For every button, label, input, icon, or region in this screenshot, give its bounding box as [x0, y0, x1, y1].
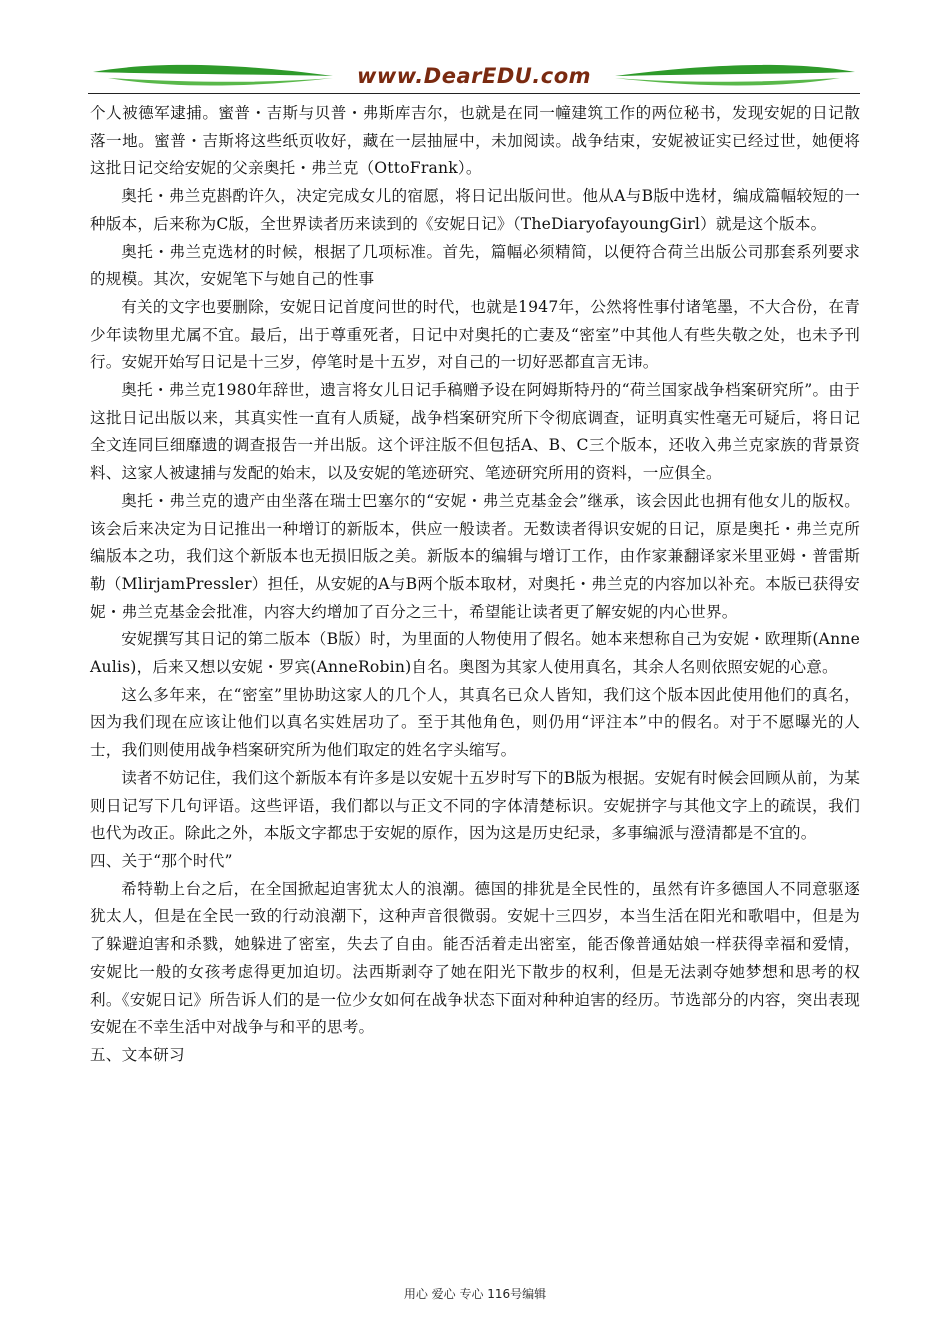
- body-paragraph: 奥托・弗兰克选材的时候，根据了几项标准。首先，篇幅必须精简，以便符合荷兰出版公司那套系列要求的规模。其次，安妮笔下与她自己的性事: [90, 242, 860, 289]
- body-paragraph: 奥托・弗兰克1980年辞世，遗言将女儿日记手稿赠予设在阿姆斯特丹的“荷兰国家战争档案研究所”。由于这批日记出版以来，其真实性一直有人质疑，战争档案研究所下令彻底调查，证明真实性毫无可疑后，将日记全文连同巨细靡遗的调查报告一并出版。这个评注版不但包括A、B、C三个版本，还收入弗兰克家族的背景资料、这家人被逮捕与发配的始末，以及安妮的笔迹研究、笔迹研究所用的资料，一应俱全。: [90, 381, 860, 483]
- body-paragraph: 读者不妨记住，我们这个新版本有许多是以安妮十五岁时写下的B版为根据。安妮有时候会回顾从前，为某则日记写下几句评语。这些评语，我们都以与正文不同的字体清楚标识。安妮拼字与其他文字上的疏误，我们也代为改正。除此之外，本版文字都忠于安妮的原作，因为这是历史纪录，多事编派与澄清都是不宜的。: [90, 768, 860, 843]
- body-paragraph: 奥托・弗兰克斟酌许久，决定完成女儿的宿愿，将日记出版问世。他从A与B版中选材，编成篇幅较短的一种版本，后来称为C版，全世界读者历来读到的《安妮日记》（TheDiaryofayoungGirl）就是这个版本。: [90, 187, 860, 233]
- header-divider: [88, 93, 860, 94]
- document-body: [90, 100, 860, 1070]
- body-paragraph: 奥托・弗兰克的遗产由坐落在瑞士巴塞尔的“安妮・弗兰克基金会”继承，该会因此也拥有他女儿的版权。该会后来决定为日记推出一种增订的新版本，供应一般读者。无数读者得识安妮的日记，原是奥托・弗兰克所编版本之功，我们这个新版本也无损旧版之美。新版本的编辑与增订工作，由作家兼翻译家米里亚姆・普雷斯勒（MlirjamPressler）担任，从安妮的A与B两个版本取材，对奥托・弗兰克的内容加以补充。本版已获得安妮・弗兰克基金会批准，内容大约增加了百分之三十，希望能让读者更了解安妮的内心世界。: [90, 491, 860, 621]
- body-paragraph: 有关的文字也要删除，安妮日记首度问世的时代，也就是1947年，公然将性事付诸笔墨，不大合份，在青少年读物里尤属不宜。最后，出于尊重死者，日记中对奥托的亡妻及“密室”中其他人有些失敬之处，也未予刊行。安妮开始写日记是十三岁，停笔时是十五岁，对自己的一切好恶都直言无讳。: [90, 297, 860, 372]
- site-header: [88, 58, 860, 94]
- section-line: 五、文本研习: [90, 1045, 185, 1064]
- body-paragraph: 这么多年来，在“密室”里协助这家人的几个人，其真名已众人皆知，我们这个版本因此使用他们的真名，因为我们现在应该让他们以真名实姓居功了。至于其他角色，则仍用“评注本”中的假名。对于不愿曝光的人士，我们则使用战争档案研究所为他们取定的姓名字头缩写。: [90, 685, 860, 760]
- site-logo-text[interactable]: www.DearEDU.com: [356, 64, 592, 88]
- section-line: 个人被德军逮捕。蜜普・吉斯与贝普・弗斯库吉尔，也就是在同一幢建筑工作的两位秘书，发现安妮的日记散落一地。蜜普・吉斯将这些纸页收好，藏在一层抽屉中，未加阅读。战争结束，安妮被证实已经过世，她便将这批日记交给安妮的父亲奥托・弗兰克（OttoFrank）。: [90, 104, 860, 178]
- body-paragraph: 安妮撰写其日记的第二版本（B版）时，为里面的人物使用了假名。她本来想称自己为安妮・欧理斯(AnneAulis)，后来又想以安妮・罗宾(AnneRobin)自名。奥图为其家人使用真名，其余人名则依照安妮的心意。: [90, 630, 860, 677]
- page-footer: 用心 爱心 专心 116号编辑: [403, 1287, 547, 1301]
- body-paragraph: 希特勒上台之后，在全国掀起迫害犹太人的浪潮。德国的排犹是全民性的，虽然有许多德国人不同意驱逐犹太人，但是在全民一致的行动浪潮下，这种声音很微弱。安妮十三四岁，本当生活在阳光和歌唱中，但是为了躲避迫害和杀戮，她躲进了密室，失去了自由。能否活着走出密室，能否像普通姑娘一样获得幸福和爱情，安妮比一般的女孩考虑得更加迫切。法西斯剥夺了她在阳光下散步的权利，但是无法剥夺她梦想和思考的权利。《安妮日记》所告诉人们的是一位少女如何在战争状态下面对种种迫害的经历。节选部分的内容，突出表现安妮在不幸生活中对战争与和平的思考。: [90, 879, 860, 1037]
- section-line: 四、关于“那个时代”: [90, 851, 233, 870]
